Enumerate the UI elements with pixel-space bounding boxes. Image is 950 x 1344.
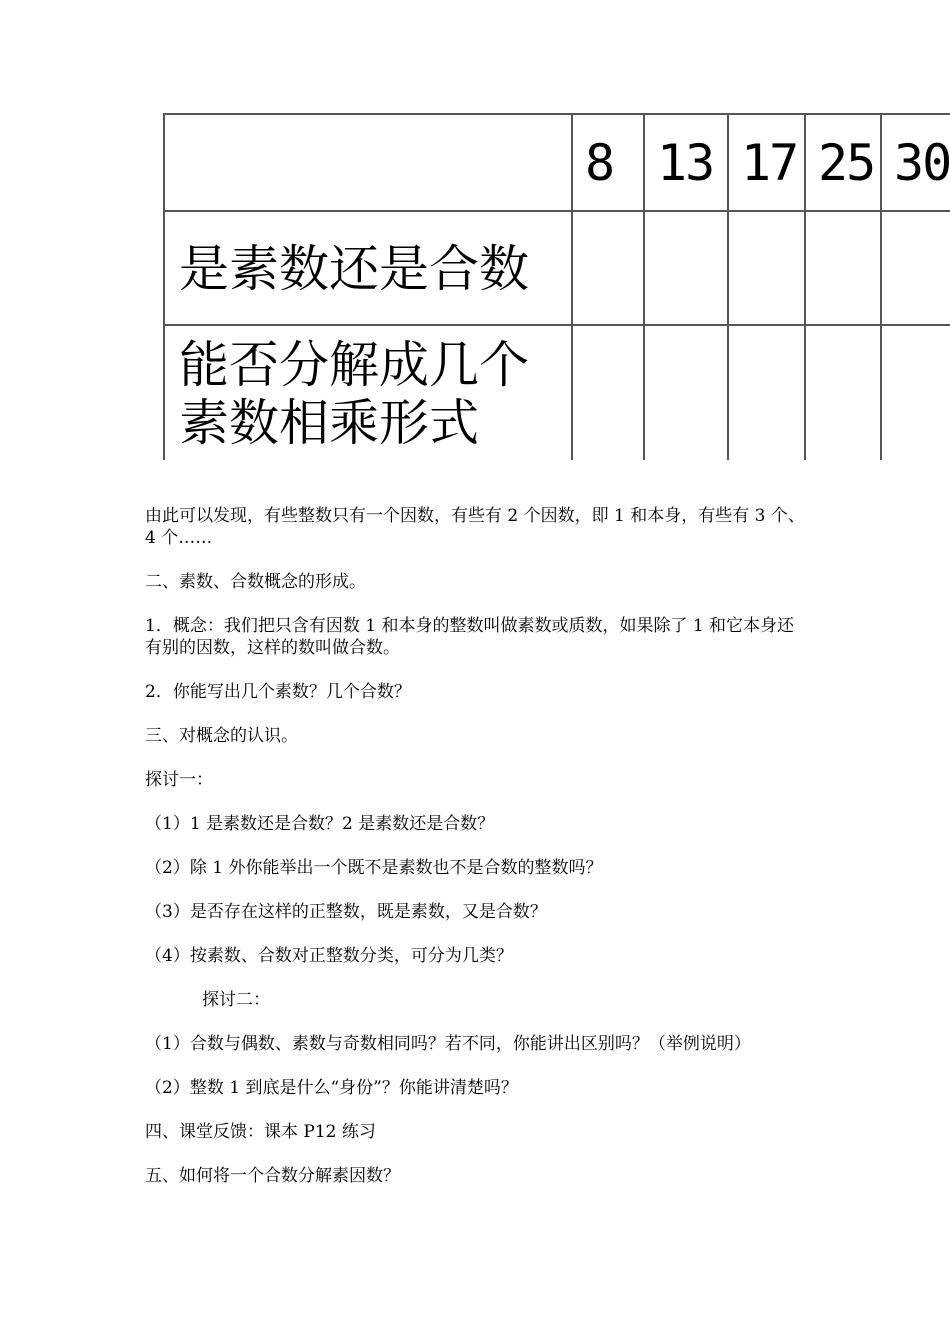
table-cell-empty	[572, 325, 644, 460]
table-cell-empty	[805, 211, 881, 325]
row-label-prime-or-composite: 是素数还是合数	[164, 211, 572, 325]
discussion-one-question-4: （4）按素数、合数对正整数分类，可分为几类？	[145, 946, 513, 966]
table-header-row	[164, 114, 950, 211]
section-heading-3: 三、对概念的认识。	[145, 726, 298, 746]
discussion-two-question-1: （1）合数与偶数、素数与奇数相同吗？若不同，你能讲出区别吗？（举例说明）	[145, 1034, 751, 1054]
table-corner-cell	[164, 114, 572, 211]
discussion-one-question-2: （2）除 1 外你能举出一个既不是素数也不是合数的整数吗？	[145, 858, 603, 878]
table-row-factorization	[164, 325, 950, 460]
table-cell-empty	[728, 325, 805, 460]
row-label-factorization	[164, 325, 572, 460]
discussion-one-heading: 探讨一：	[145, 770, 213, 790]
table-cell-empty	[644, 211, 728, 325]
number-header-25: 25	[805, 114, 881, 211]
table-cell-empty	[572, 211, 644, 325]
section-heading-4: 四、课堂反馈：课本 P12 练习	[145, 1122, 376, 1142]
prime-composite-table-container	[163, 113, 950, 460]
table-row-prime-or-composite	[164, 211, 950, 325]
number-header-17: 17	[728, 114, 805, 211]
discussion-two-question-2: （2）整数 1 到底是什么“身份”？你能讲清楚吗？	[145, 1078, 518, 1098]
table-cell-empty	[728, 211, 805, 325]
table-cell-empty	[881, 211, 950, 325]
table-cell-empty	[805, 325, 881, 460]
section-heading-5: 五、如何将一个合数分解素因数？	[145, 1166, 400, 1186]
paragraph-concept-definition: 1．概念：我们把只含有因数 1 和本身的整数叫做素数或质数，如果除了 1 和它本身还有别的因数，这样的数叫做合数。	[145, 616, 795, 658]
prime-composite-table	[163, 113, 950, 460]
discussion-one-question-1: （1）1 是素数还是合数？2 是素数还是合数？	[145, 814, 495, 834]
number-header-8: 8	[572, 114, 644, 211]
row-label-factorization-line1: 能否分解成几个	[179, 336, 529, 394]
paragraph-question-examples: 2．你能写出几个素数？几个合数？	[145, 682, 411, 702]
section-heading-2: 二、素数、合数概念的形成。	[145, 572, 366, 592]
document-body	[145, 505, 805, 1209]
number-header-30: 30	[881, 114, 950, 211]
number-header-13: 13	[644, 114, 728, 211]
paragraph-observation: 由此可以发现，有些整数只有一个因数，有些有 2 个因数，即 1 和本身，有些有 3 个、4 个……	[145, 506, 805, 548]
table-cell-empty	[881, 325, 950, 460]
row-label-factorization-line2: 素数相乘形式	[179, 394, 479, 452]
table-cell-empty	[644, 325, 728, 460]
discussion-one-question-3: （3）是否存在这样的正整数，既是素数，又是合数？	[145, 902, 547, 922]
discussion-two-heading: 探讨二：	[202, 990, 270, 1010]
